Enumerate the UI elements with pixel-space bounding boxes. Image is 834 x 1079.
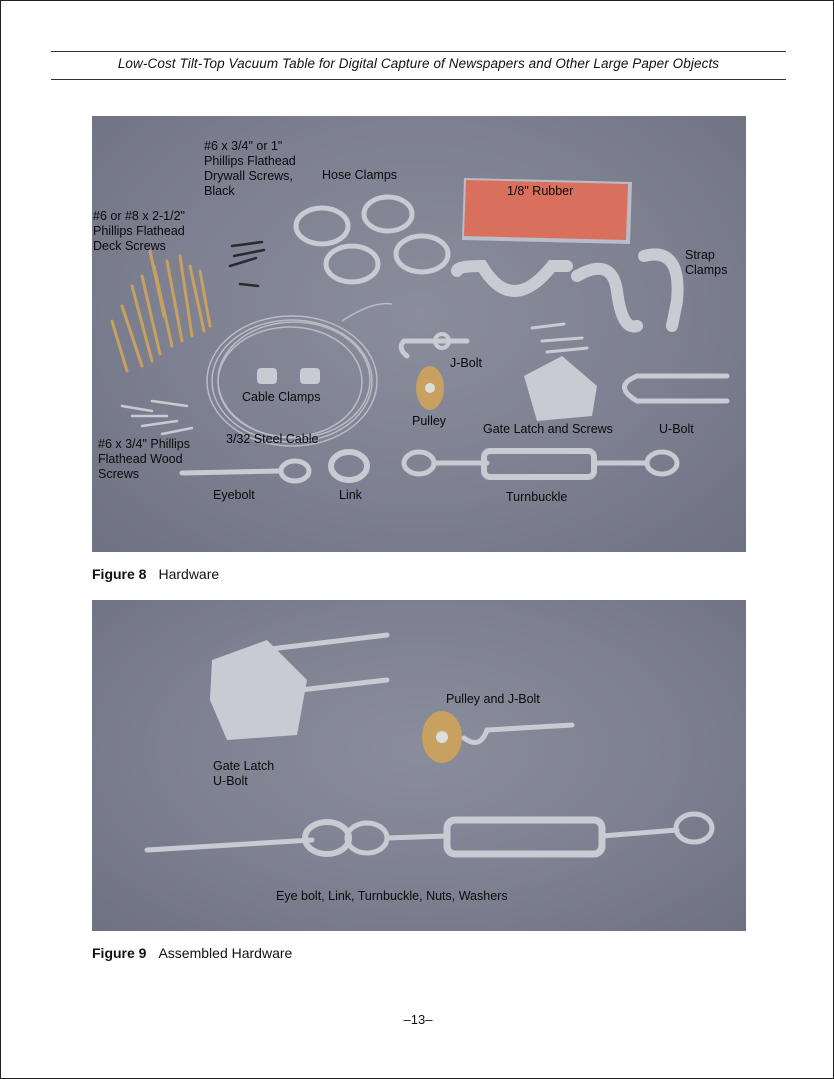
hardware-illustration [92,116,746,552]
label-eyebolt-assembly: Eye bolt, Link, Turnbuckle, Nuts, Washers [276,889,508,903]
gate-latch-ubolt-shape [210,635,387,740]
eyebolt-shape [182,461,309,481]
label-u-bolt: U-Bolt [659,422,694,436]
deck-screws-shape [112,251,210,371]
figure-9-caption-text: Assembled Hardware [158,945,293,961]
figure-8-caption [92,566,219,582]
cable-clamps-shape [257,368,320,384]
figure-8-number: Figure 8 [92,566,147,582]
label-wood-screws: #6 x 3/4" Phillips Flathead Wood Screws [98,437,190,481]
header-rule-bottom [51,79,786,80]
label-link: Link [339,488,362,502]
j-bolt-shape [401,334,467,356]
figure-8-photo [92,116,746,552]
steel-cable-shape [207,304,392,446]
wood-screws-shape [122,401,192,434]
label-strap-clamps: Strap Clamps [685,248,728,277]
label-drywall-screws: #6 x 3/4" or 1" Phillips Flathead Drywall Screws, Black [204,139,296,198]
label-gate-latch-ubolt: Gate Latch U-Bolt [213,759,275,788]
figure-8-caption-text: Hardware [158,566,220,582]
label-steel-cable: 3/32 Steel Cable [226,432,319,446]
figure-9-caption [92,945,292,961]
header-rule-top [51,51,786,52]
label-turnbuckle: Turnbuckle [506,490,568,504]
gate-latch-screws-shape [532,324,587,352]
eyebolt-assembly-shape [147,814,712,854]
figure-9-photo [92,600,746,931]
u-bolt-shape [625,376,728,401]
running-header-title: Low-Cost Tilt-Top Vacuum Table for Digital Capture of Newspapers and Other Large Paper Objects [117,56,720,71]
label-gate-latch: Gate Latch and Screws [483,422,613,436]
label-j-bolt: J-Bolt [450,356,482,370]
link-shape [331,452,367,480]
label-cable-clamps: Cable Clamps [242,390,321,404]
gate-latch-shape [524,356,597,421]
pulley-shape [416,366,444,410]
figure-9-number: Figure 9 [92,945,147,961]
label-deck-screws: #6 or #8 x 2-1/2" Phillips Flathead Deck Screws [93,209,185,253]
pulley-jbolt-shape [422,711,572,763]
label-rubber: 1/8" Rubber [507,184,574,198]
hose-clamps-shape [296,197,448,282]
drywall-screws-shape [230,242,264,286]
label-pulley-jbolt: Pulley and J-Bolt [446,692,540,706]
label-eyebolt: Eyebolt [213,488,255,502]
label-pulley: Pulley [412,414,447,428]
page-number: –13– [403,1012,433,1027]
label-hose-clamps: Hose Clamps [322,168,398,182]
strap-clamps-shape [457,254,678,326]
assembled-hardware-illustration [92,600,746,931]
turnbuckle-shape [404,451,677,477]
